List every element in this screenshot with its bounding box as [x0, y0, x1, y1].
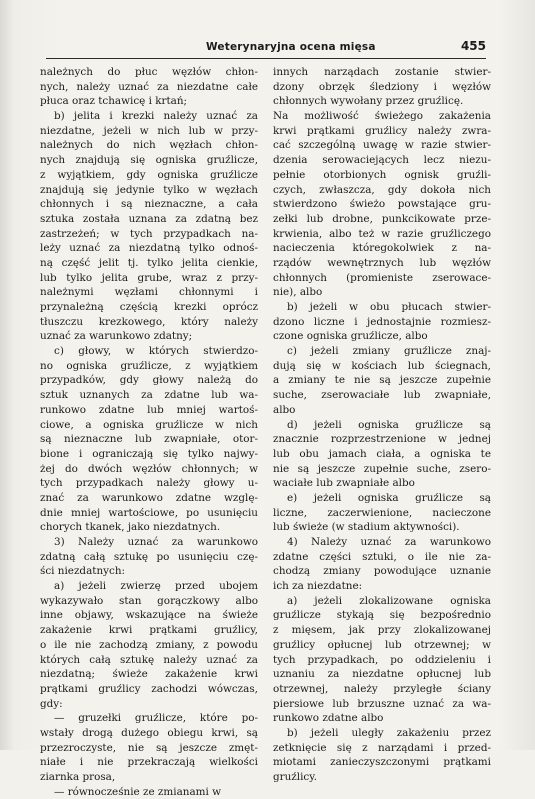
text-line: zetknięcie się z narządami i przed-: [273, 741, 491, 754]
text-line: a) jeżeli zlokalizowane ogniska: [287, 594, 491, 607]
text-line: miotami zanieczyszczonymi prątkami: [273, 756, 491, 769]
text-line: — równocześnie ze zmianami w: [54, 785, 222, 798]
text-line: c) jeżeli zmiany gruźlicze znaj-: [287, 345, 491, 358]
text-line: nacieczenia któregokolwiek z na-: [273, 242, 491, 255]
text-line: gruźlicy opłucnej lub otrzewnej; w: [273, 638, 491, 651]
text-line: gdy:: [40, 697, 63, 710]
text-line: przezroczyste, nie są jeszcze zmęt-: [40, 741, 258, 754]
text-line: należnych do płuc węzłów chłon-: [40, 66, 258, 78]
text-line: krwienia, albo też w razie gruźliczego: [273, 227, 491, 240]
text-line: chłonnych i są nieznaczne, a cała: [40, 198, 258, 211]
text-line: znać za warunkowo zdatne wzglę-: [40, 491, 258, 504]
text-line: cać szczególną uwagę w razie stwier-: [273, 139, 491, 152]
text-line: prątkami gruźlicy zachodzi wówczas,: [40, 682, 258, 695]
text-line: — gruzełki gruźlicze, które po-: [54, 712, 258, 725]
text-line: sztuk uznanych za zdatne lub wa-: [40, 389, 258, 402]
text-line: należnymi węzłami chłonnymi i: [40, 286, 258, 299]
text-line: nych, należy uznać za niezdatne całe: [40, 80, 258, 93]
text-line: ziarnka prosa,: [40, 771, 116, 783]
text-line: znacznie rozprzestrzenione w jednej: [273, 433, 491, 446]
text-line: płuca oraz tchawicę i krtań;: [40, 95, 188, 108]
left-text-column: [40, 65, 258, 799]
text-line: niałe i nie przekraczają wielkości: [40, 756, 258, 769]
text-line: chłonnych (promieniste zserowace-: [273, 271, 491, 284]
text-line: nie są jeszcze zupełnie suche, zsero-: [273, 462, 491, 475]
text-line: uznaniu za niezdatne opłucnej lub: [273, 668, 491, 681]
text-line: chłonnych wywołany przez gruźlicę.: [273, 95, 464, 108]
text-line: wykazywało stan gorączkowy albo: [40, 594, 258, 607]
text-line: b) jeżeli uległy zakażeniu przez: [287, 726, 491, 739]
text-line: zełki lub drobne, punkcikowate prze-: [273, 212, 491, 225]
text-line: żej do dwóch węzłów chłonnych; w: [40, 462, 258, 475]
text-line: a zmiany te nie są jeszcze zupełnie: [273, 374, 491, 387]
text-line: zdatne części sztuki, o ile nie za-: [273, 550, 491, 563]
text-line: suche, zserowaciałe lub zwapniałe,: [273, 389, 491, 402]
text-line: e) jeżeli ogniska gruźlicze są: [287, 491, 491, 504]
right-text-column: [273, 65, 491, 785]
text-line: stwierdzono świeżo powstające gru-: [273, 198, 491, 211]
text-line: 3) Należy uznać za warunkowo: [54, 536, 258, 548]
text-line: dzony obrzęk śledziony i węzłów: [273, 80, 491, 93]
text-line: otrzewnej, należy przyległe ściany: [273, 682, 491, 695]
page-number: 455: [460, 39, 486, 53]
text-line: których całą sztukę należy uznać za: [40, 653, 258, 666]
text-line: d) jeżeli ogniska gruźlicze są: [287, 418, 491, 431]
text-line: runkowo zdatne albo: [273, 712, 384, 725]
text-line: gruźlicze stykają się bezpośrednio: [273, 609, 491, 622]
text-line: albo: [273, 403, 296, 416]
text-line: zakażenie krwi prątkami gruźlicy,: [40, 624, 258, 637]
text-line: liczne, zaczerwienione, nacieczone: [273, 506, 491, 519]
text-line: pełnie otorbionych ognisk gruźli-: [273, 168, 491, 181]
text-line: z mięsem, jak przy zlokalizowanej: [273, 624, 491, 637]
text-line: no ogniska gruźlicze, z wyjątkiem: [40, 359, 258, 372]
text-line: ści niezdatnych:: [40, 565, 126, 578]
text-line: niezdatną; świeże zakażenie krwi: [40, 668, 258, 681]
text-line: dnie mniej wartościowe, po usunięciu: [40, 506, 258, 519]
running-header: [46, 38, 486, 59]
text-line: dują się w kościach lub ściegnach,: [273, 359, 491, 372]
text-line: b) jelita i krezki należy uznać za: [54, 110, 258, 123]
text-line: zdatną całą sztukę po usunięciu czę-: [40, 550, 258, 563]
text-line: inne objawy, wskazujące na świeże: [40, 609, 258, 622]
text-line: bione i ograniczają się tylko najwy-: [40, 447, 258, 460]
text-line: chorych tkanek, jako niezdatnych.: [40, 521, 221, 534]
text-line: zastrzeżeń; w tych przypadkach na-: [40, 227, 258, 240]
text-line: dzenia serowaciejących lecz niezu-: [273, 154, 491, 167]
text-line: ną część jelit tj. tylko jelita cienkie,: [40, 256, 258, 269]
text-line: leży uznać za niezdatną tylko odnoś-: [40, 242, 258, 255]
text-line: chodzą zmiany powodujące uznanie: [273, 565, 491, 578]
text-line: Na możliwość świeżego zakażenia: [273, 110, 491, 123]
text-line: a) jeżeli zwierzę przed ubojem: [54, 580, 258, 593]
text-line: piersiowe lub brzuszne uznać za wa-: [273, 697, 491, 710]
text-line: wstały drogą dużego obiegu krwi, są: [40, 726, 258, 739]
text-line: nie), albo: [273, 286, 323, 299]
text-line: z wyjątkiem, gdy ogniska gruźlicze: [40, 168, 258, 181]
text-line: czone ogniska gruźlicze, albo: [273, 330, 428, 343]
text-line: należnych do nich węzłach chłon-: [40, 139, 258, 152]
text-line: b) jeżeli w obu płucach stwier-: [287, 301, 491, 313]
text-line: sztuka została uznana za zdatną bez: [40, 212, 258, 225]
text-line: przynależną częścią krezki oprócz: [40, 301, 258, 313]
text-line: tłuszczu krezkowego, który należy: [40, 315, 258, 328]
text-line: waciałe lub zwapniałe albo: [273, 477, 415, 490]
text-line: o ile nie zachodzą zmiany, z powodu: [40, 638, 258, 651]
text-line: 4) Należy uznać za warunkowo: [287, 536, 491, 548]
text-line: znajdują się jedynie tylko w węzłach: [40, 183, 258, 196]
text-line: niezdatne, jeżeli w nich lub w przy-: [40, 124, 258, 137]
text-line: ciowe, a ogniska gruźlicze w nich: [40, 418, 258, 431]
text-line: lub tylko jelita grube, wraz z przy-: [40, 271, 258, 284]
text-line: ich za niezdatne:: [273, 580, 363, 593]
text-line: gruźlicy.: [273, 771, 318, 783]
text-line: tych przypadkach, po oddzieleniu i: [273, 653, 491, 666]
text-line: tych przypadkach należy głowy u-: [40, 477, 258, 490]
text-line: przypadków, gdy głowy należą do: [40, 374, 258, 387]
text-line: c) głowy, w których stwierdzo-: [54, 345, 258, 358]
text-line: nych znajdują się ogniska gruźlicze,: [40, 154, 258, 167]
text-line: rządów wewnętrznych lub węzłów: [273, 256, 491, 269]
text-line: innych narządach zostanie stwier-: [273, 66, 491, 78]
text-line: są nieznaczne lub zwapniałe, otor-: [40, 433, 258, 446]
text-line: runkowo zdatne lub mniej wartoś-: [40, 403, 258, 416]
text-line: lub obu jamach ciała, a ogniska te: [273, 447, 491, 460]
text-line: krwi prątkami gruźlicy należy zwra-: [273, 124, 491, 137]
text-line: uznać za warunkowo zdatny;: [40, 330, 193, 343]
text-line: czych, zwłaszcza, gdy dokoła nich: [273, 183, 491, 196]
text-line: dzono liczne i jednostajnie rozmiesz-: [273, 315, 491, 328]
text-line: lub świeże (w stadium aktywności).: [273, 521, 460, 534]
header-title: Weterynaryjna ocena mięsa: [206, 41, 376, 53]
